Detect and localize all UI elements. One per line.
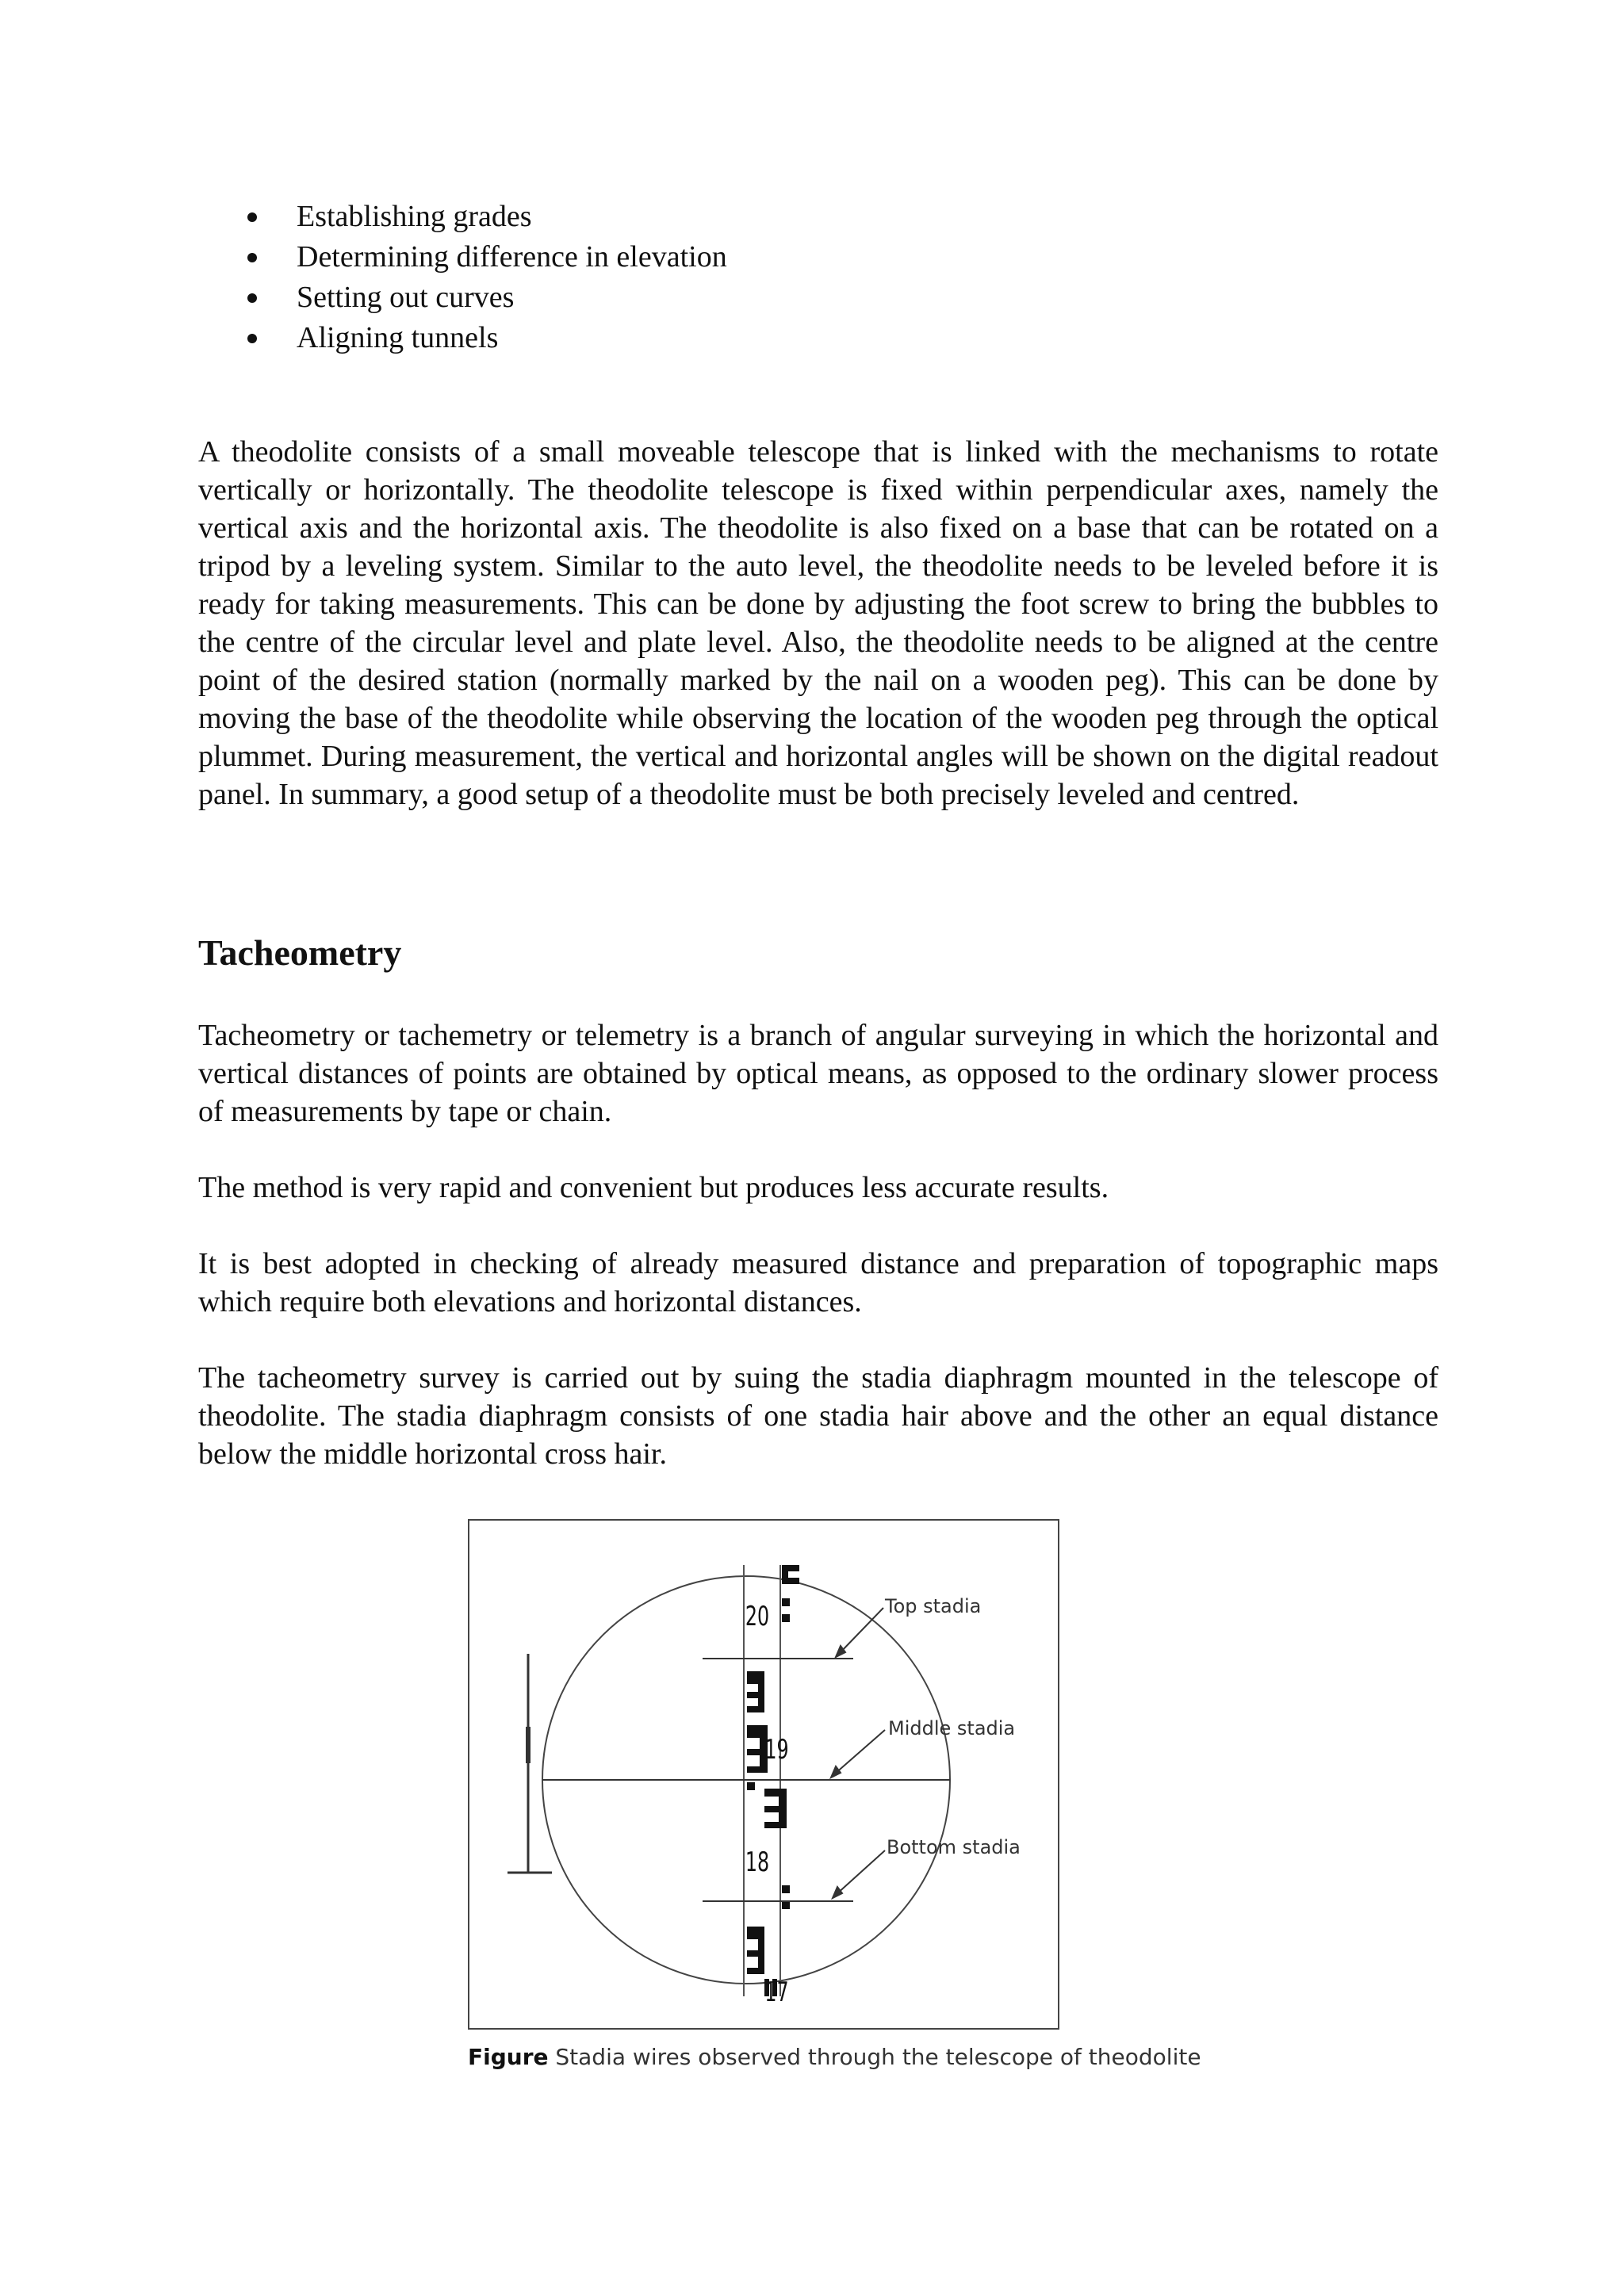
bullet-icon (247, 212, 257, 222)
tacheometry-definition-paragraph: Tacheometry or tachemetry or telemetry is a branch of angular surveying in which the horizontal and vertical distances of points are obtained by optical means, as opposed to the ordinary slower process of measurements by tape or chain. (198, 1019, 1438, 1128)
stadia-diaphragm-paragraph: The tacheometry survey is carried out by suing the stadia diaphragm mounted in the telescope of theodolite. The stadia diaphragm consists of one stadia hair above and the other an equal distance below the middle horizontal cross hair. (198, 1361, 1438, 1471)
bottom-stadia-label: Bottom stadia (887, 1836, 1021, 1858)
theodolite-paragraph: A theodolite consists of a small moveable telescope that is linked with the mechanisms to rotate vertically or horizontally. The theodolite telescope is fixed within perpendicular axes, namely the vertical axis and the horizontal axis. The theodolite is also fixed on a base that can be rotated on a tripod by a leveling system. Similar to the auto level, the theodolite needs to be leveled before it is ready for taking measurements. This can be done by adjusting the foot screw to bring the bubbles to the centre of the circular level and plate level. Also, the theodolite needs to be aligned at the centre point of the desired station (normally marked by the nail on a wooden peg). This can be done by moving the base of the theodolite while observing the location of the wooden peg through the optical plummet. During measurement, the vertical and horizontal angles will be shown on the digital readout panel. In summary, a good setup of a theodolite must be both precisely leveled and centred. (198, 435, 1438, 811)
list-item: Setting out curves (247, 277, 727, 318)
bullet-icon (247, 253, 257, 262)
figure-caption (468, 2044, 1201, 2070)
adoption-paragraph: It is best adopted in checking of already measured distance and preparation of topographic maps which require both elevations and horizontal distances. (198, 1247, 1438, 1318)
staff-number-18: 18 (745, 1846, 770, 1878)
section-heading: Tacheometry (198, 932, 402, 973)
bullet-icon (247, 293, 257, 303)
stadia-figure (468, 1519, 1059, 2030)
middle-stadia-label: Middle stadia (888, 1717, 1016, 1739)
caption-text: Stadia wires observed through the telescope of theodolite (548, 2044, 1201, 2070)
staff-number-19: 19 (764, 1733, 789, 1766)
staff-number-17: 17 (764, 1976, 789, 2008)
use-list (247, 197, 727, 358)
staff-sketch-icon (508, 1654, 552, 1873)
label-leaders (831, 1608, 885, 1898)
bullet-icon (247, 334, 257, 343)
stadia-diagram (469, 1521, 1061, 2031)
list-item: Determining difference in elevation (247, 237, 727, 277)
top-stadia-label: Top stadia (885, 1595, 982, 1617)
list-item: Aligning tunnels (247, 318, 727, 358)
list-item: Establishing grades (247, 197, 727, 237)
staff-number-20: 20 (745, 1600, 770, 1632)
method-paragraph: The method is very rapid and convenient but produces less accurate results. (198, 1171, 1109, 1204)
caption-label: Figure (468, 2044, 549, 2070)
